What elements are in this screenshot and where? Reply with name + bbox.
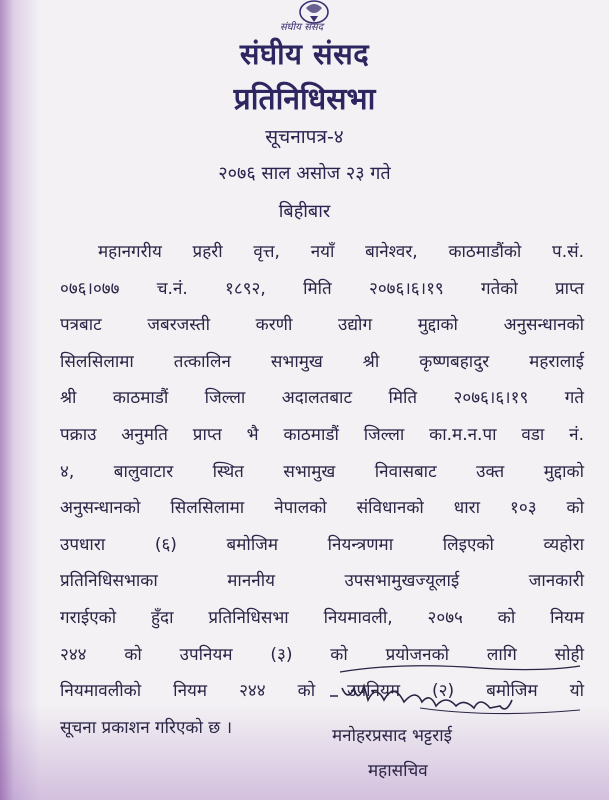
body-line: महानगरीय प्रहरी वृत्त, नयाँ बानेश्वर, काठमाडौंको प.सं. [98,242,584,262]
body-line: नियमावलीको नियम २४४ को उपनियम (२) बमोजिम यो [60,681,584,702]
signer-title: महासचिव [368,761,428,781]
body-line: अनुसन्धानको सिलसिलामा नेपालको संविधानको धारा १०३ को [60,498,584,519]
body-line: पक्राउ अनुमति प्राप्त भै काठमाडौं जिल्ला का.म.न.पा वडा नं. [60,424,584,445]
body-line: श्री काठमाडौं जिल्ला अदालतबाट मिति २०७६।६।१९ गते [60,388,584,409]
body-line: प्रतिनिधिसभाका माननीय उपसभामुखज्यूलाई जानकारी [60,571,584,592]
body-line: ४, बालुवाटार स्थित सभामुख निवासबाट उक्त मुद्दाको [60,461,584,482]
notice-number: सूचनापत्र-४ [265,126,344,148]
parliament-emblem-icon [272,0,356,34]
signer-name: मनोहरप्रसाद भट्टराई [332,726,452,746]
notice-date: २०७६ साल असोज २३ गते [218,163,391,184]
body-line: पत्रबाट जबरजस्ती करणी उद्योग मुद्दाको अनुसन्धानको [60,315,584,336]
body-line: गराईएको हुँदा प्रतिनिधिसभा नियमावली, २०७५ को नियम [60,607,584,628]
body-line: २४४ को उपनियम (३) को प्रयोजनको लागि सोही [60,644,584,665]
notice-day: बिहीबार [278,201,331,222]
emblem-text: संघीय संसद [280,22,324,33]
page-title: संघीय संसद [239,37,370,71]
body-line: उपधारा (६) बमोजिम नियन्त्रणमा लिइएको व्यहोरा [60,534,584,555]
handwritten-signature [330,660,585,730]
body-line: सूचना प्रकाशन गरिएको छ । [60,717,233,738]
body-line: ०७६।०७७ च.नं. १८९२, मिति २०७६।६।१९ गतेको प्राप्त [60,278,584,299]
page-subtitle: प्रतिनिधिसभा [233,82,376,117]
body-line: सिलसिलामा तत्कालिन सभामुख श्री कृष्णबहादुर महरालाई [60,351,584,372]
